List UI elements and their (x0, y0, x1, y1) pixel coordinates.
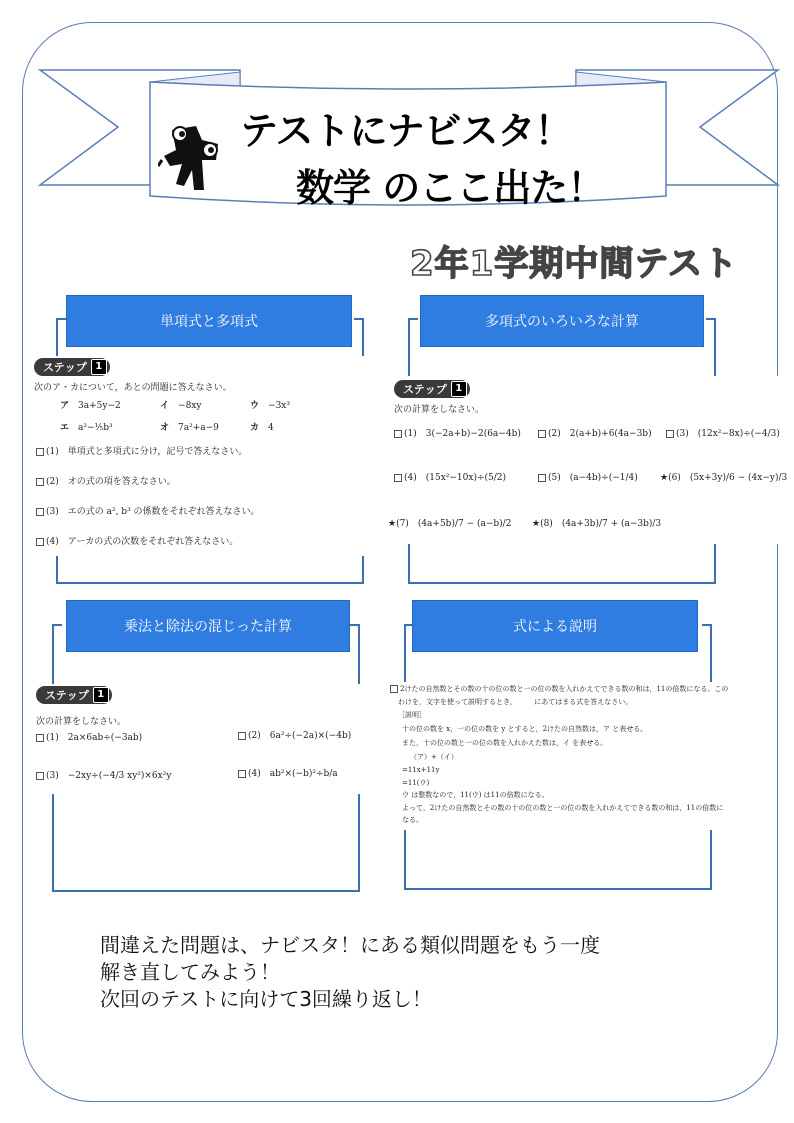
problem: (5) (a−4b)÷(−1/4) (538, 470, 638, 483)
section4-header: 式による説明 (412, 600, 698, 652)
explain-line: 十の位の数を x，一の位の数を y とすると，2けたの自然数は，ア と表せる。 (402, 725, 648, 733)
section2-header: 多項式のいろいろな計算 (420, 295, 704, 347)
section2-content (388, 376, 788, 544)
expr-mark: エ a²−⅕b³ (60, 423, 113, 433)
section4-content (388, 682, 729, 830)
explain-line: なる。 (402, 816, 423, 824)
problem: (1) 2a×6ab÷(−3ab) (36, 730, 142, 743)
section1-content (32, 356, 372, 556)
section3-header: 乗法と除法の混じった計算 (66, 600, 350, 652)
question: (2) オの式の項を答えなさい。 (36, 474, 176, 487)
footer-line2: 解き直してみよう！ (100, 960, 280, 984)
question: (3) エの式の a², b³ の係数をそれぞれ答えなさい。 (36, 504, 260, 517)
expr-mark: イ −8xy (160, 401, 202, 411)
problem: ★(6) (5x+3y)/6 − (4x−y)/3 (660, 473, 788, 483)
explain-line: わけを，文字を使って説明するとき， にあてはまる式を答えなさい。 (398, 698, 633, 706)
banner-line1: テストにナビスタ！ (240, 109, 572, 153)
footer-line3: 次回のテストに向けて3回繰り返し！ (100, 987, 432, 1011)
banner-title (240, 100, 640, 212)
footer-line1: 間違えた問題は、ナビスタ！にある類似問題をもう一度 (100, 933, 600, 957)
problem: ★(8) (4a+3b)/7 + (a−3b)/3 (532, 519, 662, 529)
problem: (1) 3(−2a+b)−2(6a−4b) (394, 426, 521, 439)
explain-line: =11(ウ) (402, 779, 430, 787)
expr-mark: ア 3a+5y−2 (60, 401, 121, 411)
subtitle: 2年1学期中間テスト (410, 244, 738, 284)
section1-header: 単項式と多項式 (66, 295, 352, 347)
problem: ★(7) (4a+5b)/7 − (a−b)/2 (388, 519, 512, 529)
explain-line: ［説明］ (398, 711, 426, 719)
step-badge: ステップ 1 (394, 380, 470, 398)
step-badge: ステップ 1 (34, 358, 110, 376)
expr-mark: ウ −3x³ (250, 401, 290, 411)
question: (1) 単項式と多項式に分け，記号で答えなさい。 (36, 444, 247, 457)
explain-line: また，十の位の数と一の位の数を入れかえた数は，イ を表せる。 (402, 739, 608, 747)
mascot-icon (158, 120, 224, 196)
step-badge: ステップ 1 (36, 686, 112, 704)
explain-line: 2けたの自然数とその数の十の位の数と一の位の数を入れかえてできる数の和は，11の倍数になる。この (390, 684, 728, 694)
problem: (2) 2(a+b)+6(4a−3b) (538, 426, 652, 439)
instruction: 次の計算をしなさい。 (36, 717, 127, 727)
instruction: 次の計算をしなさい。 (394, 405, 485, 415)
explain-line: よって，2けたの自然数とその数の十の位の数と一の位の数を入れかえてできる数の和は，11の倍数に (402, 804, 724, 812)
footer-message (100, 932, 600, 1013)
banner-line2: 数学 のここ出た！ (296, 166, 605, 210)
expr-mark: オ 7a²+a−9 (160, 423, 219, 433)
explain-line: （ア）+（イ） (410, 753, 458, 761)
problem: (4) (15x²−10x)÷(5/2) (394, 470, 506, 483)
problem: (3) −2xy÷(−4/3 xy²)×6x²y (36, 768, 171, 781)
problem: (2) 6a²÷(−2a)×(−4b) (238, 728, 351, 741)
instruction: 次のア・カについて，あとの問題に答えなさい。 (34, 383, 232, 393)
question: (4) アーカの式の次数をそれぞれ答えなさい。 (36, 534, 238, 547)
explain-line: ウ は整数なので，11(ウ) は11の倍数になる。 (402, 791, 549, 799)
section3-content (32, 684, 362, 794)
problem: (4) ab²×(−b)²÷b/a (238, 766, 338, 779)
explain-line: =11x+11y (402, 766, 440, 774)
expr-mark: カ 4 (250, 423, 274, 433)
problem: (3) (12x²−8x)÷(−4/3) (666, 426, 780, 439)
